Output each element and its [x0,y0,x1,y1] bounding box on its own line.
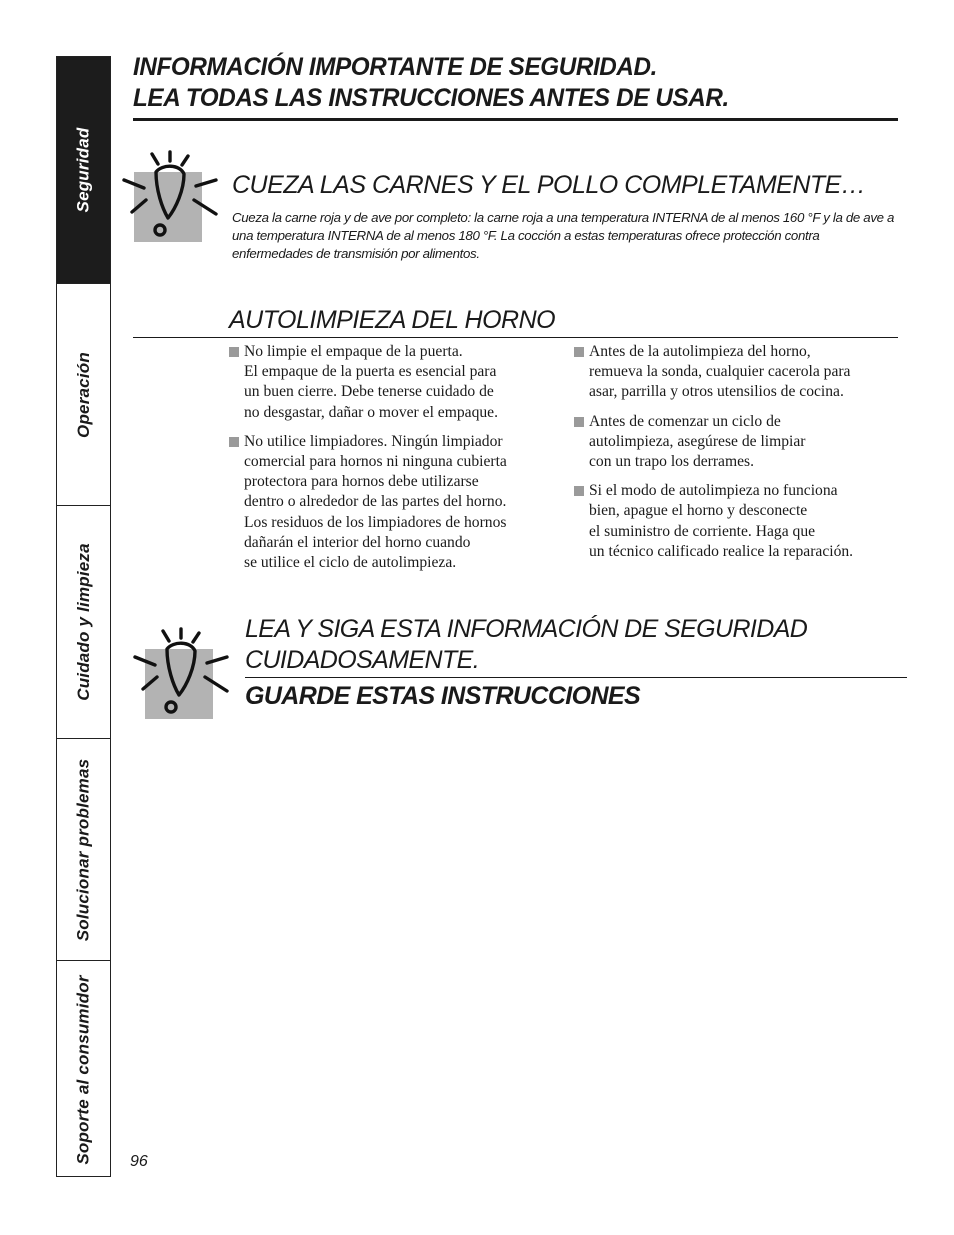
section-divider [133,337,898,338]
meat-section-body: Cueza la carne roja y de ave por completo: la carne roja a una temperatura INTERNA de al menos 160 °F y la de ave a una temperatura INTERNA de al menos 180 °F. La cocción a estas temperaturas ofrece protección contra enfermedades de transmisión por alimentos. [232,210,895,261]
bullet-square-icon [229,347,239,357]
list-item: Antes de la autolimpieza del horno, remueva la sonda, cualquier cacerola para asar, parrilla y otros utensilios de cocina. [573,342,903,403]
save-instructions-heading: GUARDE ESTAS INSTRUCCIONES [245,682,641,710]
notice-line-2: CUIDADOSAMENTE. [245,646,480,674]
tab-operacion[interactable] [57,284,110,506]
list-item: No utilice limpiadores. Ningún limpiador comercial para hornos ni ninguna cubierta protectora para hornos debe utilizarse dentro o alrededor de las partes del horno. Los residuos de los limpiadores de hornos dañarán el interior del horno cuando se utilice el ciclo de autolimpieza. [228,432,568,573]
page-number: 96 [130,1153,148,1170]
tab-seguridad[interactable] [57,57,110,284]
page-title-line-2: LEA TODAS LAS INSTRUCCIONES ANTES DE USAR. [133,84,729,112]
bullet-square-icon [229,437,239,447]
tab-label: Operación [73,351,93,438]
bullet-square-icon [574,347,584,357]
tab-label: Solucionar problemas [73,758,93,941]
notice-line-1: LEA Y SIGA ESTA INFORMACIÓN DE SEGURIDAD [245,615,808,643]
autolimpieza-left-column [228,342,568,582]
tab-label: Cuidado y limpieza [73,543,93,701]
page-title-line-1: INFORMACIÓN IMPORTANTE DE SEGURIDAD. [133,53,658,81]
read-and-follow-notice [245,614,807,676]
list-item: Antes de comenzar un ciclo de autolimpieza, asegúrese de limpiar con un trapo los derrames. [573,412,903,473]
tab-label: Soporte al consumidor [73,974,93,1165]
warning-icon [122,150,218,244]
tab-label: Seguridad [73,127,93,213]
list-item: Si el modo de autolimpieza no funciona bien, apague el horno y desconecte el suministro de corriente. Haga que un técnico calificado realice la reparación. [573,481,903,562]
page-header [133,52,898,121]
tab-soporte-al-consumidor[interactable] [57,961,110,1178]
meat-section-title: CUEZA LAS CARNES Y EL POLLO COMPLETAMENTE… [232,171,866,199]
tab-solucionar-problemas[interactable] [57,739,110,961]
bullet-square-icon [574,486,584,496]
autolimpieza-right-column [573,342,903,571]
bullet-square-icon [574,417,584,427]
list-item: No limpie el empaque de la puerta. El empaque de la puerta es esencial para un buen cierre. Debe tenerse cuidado de no desgastar, dañar o mover el empaque. [228,342,568,423]
section-tabs [56,56,111,1177]
tab-cuidado-y-limpieza[interactable] [57,506,110,739]
autolimpieza-title: AUTOLIMPIEZA DEL HORNO [229,306,556,334]
notice-divider [245,677,907,678]
warning-icon [133,627,229,721]
